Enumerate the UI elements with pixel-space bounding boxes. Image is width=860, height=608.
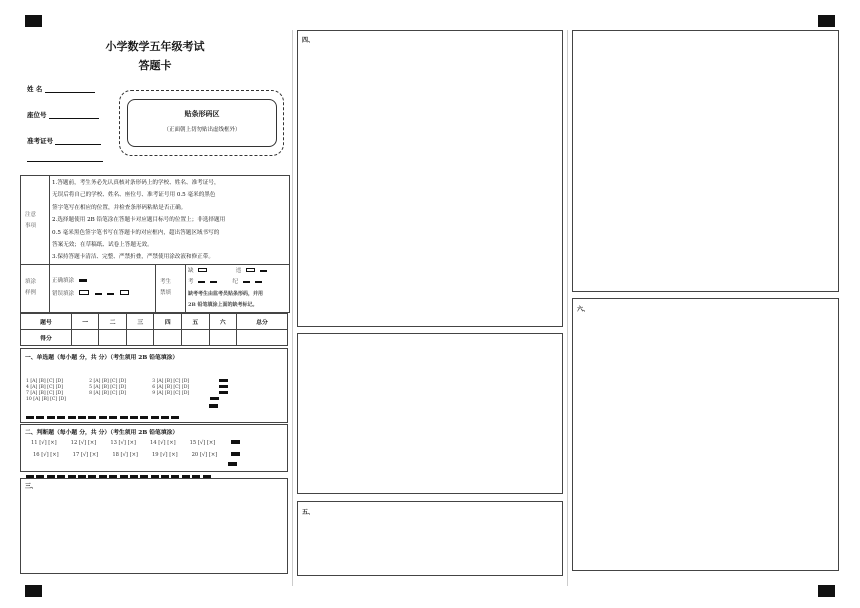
fill-example-label-line2: 样例 <box>25 290 37 296</box>
column-divider-2 <box>567 30 568 586</box>
score-header-cell: 六 <box>209 314 237 330</box>
notice-box <box>20 175 290 313</box>
mc-question[interactable]: 8 [A] [B] [C] [D] <box>89 391 127 396</box>
absent-box[interactable] <box>198 268 207 272</box>
forbid-label <box>160 277 171 299</box>
tf-question[interactable]: 20 [√] [×] <box>191 452 218 458</box>
section-5-continued-box[interactable] <box>572 30 839 292</box>
section-5-label: 五、 <box>302 509 315 516</box>
exam-title: 小学数学五年级考试 <box>105 40 205 53</box>
name-line <box>45 92 95 93</box>
forbid-label-line1: 考生 <box>160 279 172 285</box>
tf-question[interactable]: 17 [√] [×] <box>72 452 99 458</box>
fill-example-divider <box>155 264 156 312</box>
score-table-score-row <box>21 330 288 346</box>
seat-label: 座位号 <box>27 111 47 119</box>
score-table-header-row <box>21 314 288 330</box>
registration-mark-top-left <box>25 15 42 27</box>
score-row-label: 得分 <box>21 330 72 346</box>
section-1-box <box>20 348 288 423</box>
mc-question[interactable]: 3 [A] [B] [C] [D] <box>152 379 190 384</box>
section-5-box[interactable] <box>297 501 563 576</box>
notice-line: 签字笔写在相应的位置，并检查条形码粘贴是否正确。 <box>52 204 187 211</box>
notice-line: 0.5 毫米黑色签字笔书写在答题卡的对应框内，超出答题区域书写的 <box>52 229 220 236</box>
tf-timing-track <box>26 463 213 466</box>
barcode-box <box>127 99 277 147</box>
notice-line: 1.答题前，考生务必先认真核对条形码上的学校、姓名、准考证号， <box>52 180 220 186</box>
absence-marks[interactable] <box>188 266 288 311</box>
seat-field[interactable] <box>27 110 99 119</box>
mc-question[interactable]: 7 [A] [B] [C] [D] <box>26 391 63 396</box>
score-table <box>20 313 288 346</box>
absent-mark <box>210 281 217 283</box>
exam-id-line-2 <box>27 161 103 162</box>
exam-id-label: 准考证号 <box>27 137 53 145</box>
tf-question[interactable]: 15 [√] [×] <box>189 440 216 446</box>
barcode-note: （正面朝上切勿贴出虚线框外） <box>163 127 241 133</box>
score-header-cell: 二 <box>99 314 127 330</box>
forbid-note-line2: 2B 铅笔填涂上面的缺考标记。 <box>188 302 258 308</box>
violation-char: 纪 <box>232 279 239 285</box>
notice-label <box>25 210 36 232</box>
violation-mark <box>243 281 250 283</box>
mc-timing-mark <box>219 385 228 388</box>
mc-question[interactable]: 5 [A] [B] [C] [D] <box>89 385 127 390</box>
tf-question[interactable]: 13 [√] [×] <box>110 440 136 446</box>
registration-mark-bottom-left <box>25 585 42 597</box>
answer-sheet-title: 答题卡 <box>138 59 172 72</box>
fill-example-label <box>25 277 36 299</box>
score-header-cell: 五 <box>182 314 210 330</box>
exam-id-line <box>55 144 101 145</box>
fill-example-label-line1: 填涂 <box>25 279 37 285</box>
violation-char: 违 <box>235 268 242 274</box>
section-2-title: 二、判断题（每小题 分，共 分）（考生须用 2B 铅笔填涂） <box>25 430 179 436</box>
barcode-title: 贴条形码区 <box>184 109 220 118</box>
score-header-cell: 三 <box>126 314 154 330</box>
forbid-label-line2: 禁填 <box>160 290 172 296</box>
score-cell[interactable] <box>154 330 182 346</box>
section-3-box[interactable] <box>20 478 288 574</box>
absent-char: 缺 <box>188 268 194 274</box>
wrong-fill-label: 错误填涂 <box>52 291 75 297</box>
section-4-label: 四、 <box>302 37 315 44</box>
tf-timing-mark <box>231 452 240 456</box>
barcode-area <box>119 90 284 156</box>
notice-line: 答案无效；在草稿纸、试卷上答题无效。 <box>52 242 153 249</box>
mc-timing-track <box>26 404 182 407</box>
tf-question[interactable]: 14 [√] [×] <box>149 440 176 446</box>
notice-label-line2: 事项 <box>25 223 37 229</box>
notice-text <box>52 177 288 264</box>
wrong-fill-row <box>52 289 129 297</box>
section-6-box[interactable] <box>572 298 839 571</box>
notice-divider <box>49 176 50 312</box>
wrong-fill-mark <box>95 293 102 295</box>
score-header-cell: 题号 <box>21 314 72 330</box>
registration-mark-top-right <box>818 15 835 27</box>
correct-fill-row <box>52 276 87 284</box>
notice-line: 3.保持答题卡清洁、完整、严禁折叠，严禁使用涂改液和修正带。 <box>52 254 214 261</box>
score-cell[interactable] <box>126 330 154 346</box>
mc-question[interactable]: 2 [A] [B] [C] [D] <box>89 379 127 384</box>
forbid-divider <box>185 264 186 312</box>
seat-line <box>49 118 99 119</box>
tf-question[interactable]: 12 [√] [×] <box>70 440 97 446</box>
tf-question[interactable]: 19 [√] [×] <box>151 452 178 458</box>
score-cell[interactable] <box>182 330 210 346</box>
mc-question[interactable]: 4 [A] [B] [C] [D] <box>26 385 63 390</box>
notice-line: 2.选择题使用 2B 铅笔涂在答题卡对应题目标号的位置上；非选择题用 <box>52 217 226 224</box>
tf-question[interactable]: 11 [√] [×] <box>31 440 57 446</box>
wrong-fill-mark <box>79 290 89 295</box>
mc-timing-mark <box>219 391 228 394</box>
notice-label-line1: 注意 <box>25 212 37 218</box>
violation-mark <box>255 281 262 283</box>
absent-char: 考 <box>188 279 194 285</box>
section-3-label: 三、 <box>25 483 38 490</box>
score-header-cell: 四 <box>154 314 182 330</box>
notice-line: 无误后将自己的学校、姓名、座位号、准考证号用 0.5 毫米的黑色 <box>52 192 216 199</box>
score-cell[interactable] <box>71 330 99 346</box>
absent-mark <box>198 281 205 283</box>
section-1-title: 一、单选题（每小题 分，共 分）（考生须用 2B 铅笔填涂） <box>25 355 179 361</box>
score-cell[interactable] <box>237 330 288 346</box>
tf-grid <box>31 437 240 461</box>
tf-question[interactable]: 16 [√] [×] <box>33 452 59 458</box>
score-cell[interactable] <box>209 330 237 346</box>
exam-id-field[interactable] <box>27 136 101 145</box>
violation-mark <box>260 270 267 272</box>
mc-question[interactable]: 6 [A] [B] [C] [D] <box>152 385 190 390</box>
mc-timing-mark <box>209 404 218 408</box>
score-cell[interactable] <box>99 330 127 346</box>
wrong-fill-mark <box>120 290 129 295</box>
name-field[interactable] <box>27 84 95 93</box>
score-header-cell: 一 <box>71 314 99 330</box>
mc-question[interactable]: 9 [A] [B] [C] [D] <box>152 391 190 396</box>
registration-mark-bottom-right <box>818 585 835 597</box>
mc-grid <box>26 367 228 402</box>
column-divider-1 <box>292 30 293 586</box>
section-4-continued-box[interactable] <box>297 333 563 494</box>
mc-question[interactable]: 10 [A] [B] [C] [D] <box>26 397 66 402</box>
mc-question[interactable]: 1 [A] [B] [C] [D] <box>26 379 63 384</box>
tf-timing-mark <box>228 462 237 466</box>
tf-question[interactable]: 18 [√] [×] <box>112 452 138 458</box>
wrong-fill-mark <box>107 293 114 295</box>
score-header-cell: 总分 <box>237 314 288 330</box>
section-4-box[interactable] <box>297 30 563 327</box>
tf-timing-mark <box>231 440 240 444</box>
section-2-box <box>20 424 288 472</box>
correct-fill-mark <box>79 279 87 282</box>
mc-timing-mark <box>210 397 219 400</box>
violation-box[interactable] <box>246 268 255 272</box>
forbid-note-line1: 缺考考生由监考员贴条形码，并用 <box>188 291 264 297</box>
name-label: 姓 名 <box>27 85 43 93</box>
correct-fill-label: 正确填涂 <box>52 278 75 284</box>
section-6-label: 六、 <box>577 306 590 313</box>
